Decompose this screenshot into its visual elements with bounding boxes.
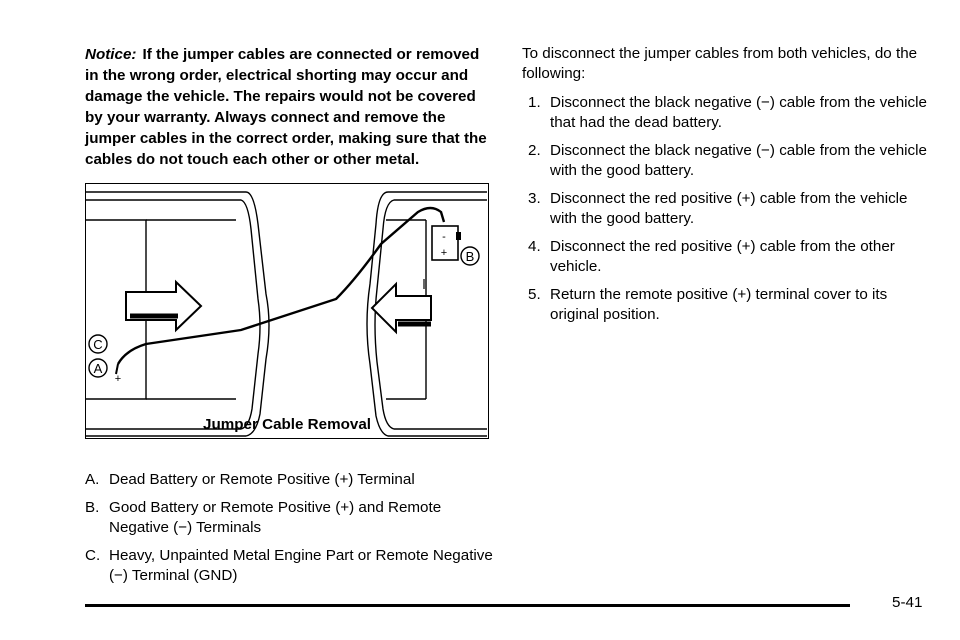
legend-text: Good Battery or Remote Positive (+) and Remote Negative (−) Terminals xyxy=(109,499,442,536)
instruction-steps xyxy=(522,93,932,325)
instructions-block xyxy=(522,44,932,333)
legend-mark: A. xyxy=(85,471,100,488)
page-number: 5-41 xyxy=(892,594,923,611)
notice-text: If the jumper cables are connected or removed in the wrong order, electrical shorting may occur and damage the vehicle. The repairs would not be covered by your warranty. Always connect and remove the jumper cables in the correct order, making sure that the cables do not touch each other or other metal. xyxy=(85,46,487,168)
plus-symbol-a: + xyxy=(114,373,122,385)
notice-label: Notice: xyxy=(85,46,137,63)
figure-caption: Jumper Cable Removal xyxy=(203,416,371,433)
step-item xyxy=(528,189,932,229)
callout-c-label: C xyxy=(93,337,103,352)
jumper-cable-diagram xyxy=(86,184,487,437)
legend-item xyxy=(85,546,495,586)
left-arrow-icon xyxy=(126,282,201,330)
jumper-cable-figure xyxy=(85,183,489,439)
callout-a xyxy=(89,359,107,377)
legend-mark: C. xyxy=(85,547,101,564)
step-number: 5. xyxy=(528,286,541,303)
callout-a-label: A xyxy=(93,361,103,376)
step-number: 4. xyxy=(528,238,541,255)
legend-item xyxy=(85,498,495,538)
step-item xyxy=(528,237,932,277)
step-text: Disconnect the red positive (+) cable from the vehicle with the good battery. xyxy=(550,190,908,227)
right-arrow-icon xyxy=(372,284,431,332)
callout-b-label: B xyxy=(465,249,475,264)
callout-b xyxy=(461,247,479,265)
legend-mark: B. xyxy=(85,499,100,516)
step-number: 2. xyxy=(528,142,541,159)
step-number: 3. xyxy=(528,190,541,207)
legend-item xyxy=(85,470,495,490)
figure-legend xyxy=(85,470,495,594)
minus-symbol: - xyxy=(442,231,446,243)
notice-paragraph xyxy=(85,44,495,170)
legend-text: Heavy, Unpainted Metal Engine Part or Remote Negative (−) Terminal (GND) xyxy=(109,547,493,584)
step-text: Disconnect the black negative (−) cable from the vehicle that had the dead battery. xyxy=(550,94,927,131)
step-text: Disconnect the black negative (−) cable from the vehicle with the good battery. xyxy=(550,142,927,179)
legend-text: Dead Battery or Remote Positive (+) Terminal xyxy=(109,471,415,488)
step-number: 1. xyxy=(528,94,541,111)
step-text: Return the remote positive (+) terminal cover to its original position. xyxy=(550,286,888,323)
footer-rule xyxy=(85,604,850,607)
step-item xyxy=(528,141,932,181)
step-item xyxy=(528,285,932,325)
step-text: Disconnect the red positive (+) cable from the other vehicle. xyxy=(550,238,895,275)
instructions-intro: To disconnect the jumper cables from both vehicles, do the following: xyxy=(522,45,918,82)
callout-c xyxy=(89,335,107,353)
notice-block xyxy=(85,44,495,170)
plus-symbol-b: + xyxy=(440,247,448,259)
step-item xyxy=(528,93,932,133)
